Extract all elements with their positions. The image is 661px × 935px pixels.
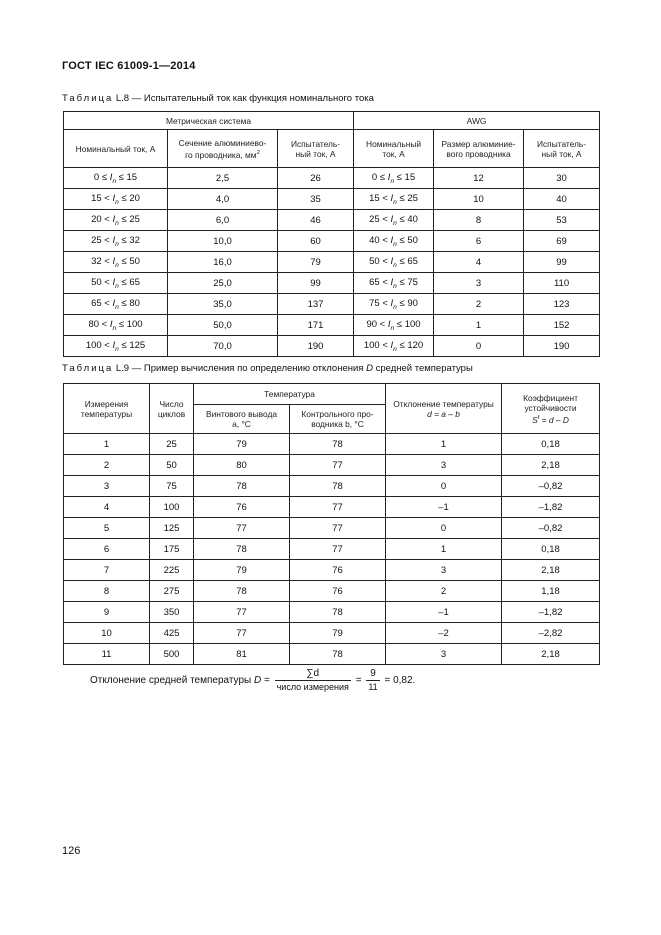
table-row (64, 434, 600, 455)
table-l9-caption-prefix: Таблица (62, 363, 114, 374)
cell-m_sec: 25,0 (168, 273, 278, 294)
cell-m_sec: 50,0 (168, 315, 278, 336)
header-awg: AWG (354, 112, 600, 130)
cell-d: –2 (386, 623, 502, 644)
cell-awg-current: $15 < I_n \le 25$ (354, 189, 434, 210)
cell-a_test: 152 (524, 315, 600, 336)
cell-b: 77 (290, 455, 386, 476)
cell-a_size: 3 (434, 273, 524, 294)
header-awg-size: Размер алюминие- вого проводника (434, 130, 524, 168)
cell-n: 10 (64, 623, 150, 644)
cell-d: 2 (386, 581, 502, 602)
table-row (64, 168, 600, 189)
header-metric-section: Сечение алюминиево- го проводника, $мм^2$ (168, 130, 278, 168)
table-l8-caption-prefix: Таблица (62, 93, 114, 104)
header-metric-nominal: Номинальный ток, А (64, 130, 168, 168)
table-row (64, 539, 600, 560)
table-l8-caption-text: L.8 — Испытательный ток как функция номинального тока (113, 93, 374, 104)
cell-cycles: 125 (150, 518, 194, 539)
cell-d: 3 (386, 455, 502, 476)
cell-a: 78 (194, 539, 290, 560)
cell-a_test: 190 (524, 336, 600, 357)
cell-s: –0,82 (502, 476, 600, 497)
cell-a: 78 (194, 476, 290, 497)
cell-a_test: 40 (524, 189, 600, 210)
cell-b: 78 (290, 602, 386, 623)
header-deviation: Отклонение температуры d = a – b (386, 384, 502, 434)
header-screw-terminal: Винтового вывода a, °C (194, 405, 290, 434)
cell-d: 3 (386, 644, 502, 665)
cell-a: 79 (194, 560, 290, 581)
cell-d: 0 (386, 476, 502, 497)
table-row (64, 252, 600, 273)
header-measurement: Измерения температуры (64, 384, 150, 434)
cell-a_test: 99 (524, 252, 600, 273)
cell-metric-current: $80 < I_n \le 100$ (64, 315, 168, 336)
table-row (64, 336, 600, 357)
cell-metric-current: $25 < I_n \le 32$ (64, 231, 168, 252)
cell-awg-current: $25 < I_n \le 40$ (354, 210, 434, 231)
cell-metric-current: $20 < I_n \le 25$ (64, 210, 168, 231)
cell-m_sec: 70,0 (168, 336, 278, 357)
page-number: 126 (62, 845, 81, 857)
header-metric-test: Испытатель- ный ток, А (278, 130, 354, 168)
header-cycles: Число циклов (150, 384, 194, 434)
cell-s: –1,82 (502, 602, 600, 623)
cell-a_size: 1 (434, 315, 524, 336)
cell-cycles: 275 (150, 581, 194, 602)
cell-n: 7 (64, 560, 150, 581)
cell-m_sec: 2,5 (168, 168, 278, 189)
cell-metric-current: $100 < I_n \le 125$ (64, 336, 168, 357)
cell-n: 8 (64, 581, 150, 602)
cell-a: 80 (194, 455, 290, 476)
cell-a: 77 (194, 623, 290, 644)
table-row (64, 560, 600, 581)
cell-metric-current: $65 < I_n \le 80$ (64, 294, 168, 315)
cell-d: 1 (386, 434, 502, 455)
cell-s: 0,18 (502, 434, 600, 455)
cell-m_test: 79 (278, 252, 354, 273)
cell-m_test: 26 (278, 168, 354, 189)
cell-a: 78 (194, 581, 290, 602)
cell-s: 1,18 (502, 581, 600, 602)
cell-m_test: 171 (278, 315, 354, 336)
cell-a: 81 (194, 644, 290, 665)
cell-a_size: 4 (434, 252, 524, 273)
cell-b: 77 (290, 518, 386, 539)
cell-a_size: 12 (434, 168, 524, 189)
cell-a_size: 10 (434, 189, 524, 210)
cell-m_sec: 4,0 (168, 189, 278, 210)
cell-n: 2 (64, 455, 150, 476)
cell-m_test: 46 (278, 210, 354, 231)
cell-n: 11 (64, 644, 150, 665)
cell-a_test: 30 (524, 168, 600, 189)
header-temperature: Температура (194, 384, 386, 405)
cell-d: 3 (386, 560, 502, 581)
cell-awg-current: $50 < I_n \le 65$ (354, 252, 434, 273)
cell-cycles: 100 (150, 497, 194, 518)
cell-s: –0,82 (502, 518, 600, 539)
cell-s: 2,18 (502, 455, 600, 476)
cell-awg-current: $100 < I_n \le 120$ (354, 336, 434, 357)
table-row (64, 231, 600, 252)
cell-cycles: 500 (150, 644, 194, 665)
header-awg-nominal: Номинальный ток, А (354, 130, 434, 168)
cell-m_sec: 16,0 (168, 252, 278, 273)
cell-n: 3 (64, 476, 150, 497)
table-l9-caption: Таблица L.9 — Пример вычисления по определению отклонения D средней температуры (62, 363, 473, 374)
table-l8 (63, 111, 600, 357)
cell-m_test: 99 (278, 273, 354, 294)
table-row (64, 602, 600, 623)
table-row (64, 518, 600, 539)
cell-b: 78 (290, 644, 386, 665)
cell-m_sec: 35,0 (168, 294, 278, 315)
cell-n: 1 (64, 434, 150, 455)
formula-fraction: $\frac{\sum d}{\text{число измерения}}$ (276, 668, 349, 692)
cell-d: 0 (386, 518, 502, 539)
header-metric-system: Метрическая система (64, 112, 354, 130)
cell-cycles: 175 (150, 539, 194, 560)
cell-b: 76 (290, 581, 386, 602)
cell-b: 76 (290, 560, 386, 581)
table-l8-caption (62, 93, 374, 104)
cell-cycles: 25 (150, 434, 194, 455)
cell-n: 4 (64, 497, 150, 518)
cell-awg-current: $75 < I_n \le 90$ (354, 294, 434, 315)
cell-cycles: 425 (150, 623, 194, 644)
document-header: ГОСТ IEC 61009-1—2014 (62, 60, 196, 72)
cell-b: 77 (290, 539, 386, 560)
cell-a_size: 8 (434, 210, 524, 231)
table-row (64, 581, 600, 602)
table-row (64, 455, 600, 476)
cell-metric-current: $15 < I_n \le 20$ (64, 189, 168, 210)
cell-a_test: 69 (524, 231, 600, 252)
cell-awg-current: $65 < I_n \le 75$ (354, 273, 434, 294)
cell-a: 77 (194, 602, 290, 623)
cell-a_size: 6 (434, 231, 524, 252)
cell-s: 0,18 (502, 539, 600, 560)
cell-metric-current: $0 \le I_n \le 15$ (64, 168, 168, 189)
cell-b: 78 (290, 476, 386, 497)
cell-a_test: 123 (524, 294, 600, 315)
table-row (64, 315, 600, 336)
header-coefficient: Коэффициент устойчивости $S^f = d - D$ (502, 384, 600, 434)
cell-m_test: 190 (278, 336, 354, 357)
cell-metric-current: $50 < I_n \le 65$ (64, 273, 168, 294)
cell-a_test: 53 (524, 210, 600, 231)
table-row (64, 497, 600, 518)
cell-a: 76 (194, 497, 290, 518)
cell-a_size: 2 (434, 294, 524, 315)
table-row (64, 210, 600, 231)
mean-deviation-formula: Отклонение средней температуры D = $\frac{\sum d}{\text{число измерения}}$ = $\frac{9}{11}$ = 0,82. (90, 668, 416, 692)
table-row (64, 476, 600, 497)
cell-b: 79 (290, 623, 386, 644)
cell-cycles: 350 (150, 602, 194, 623)
cell-n: 5 (64, 518, 150, 539)
cell-m_test: 137 (278, 294, 354, 315)
cell-metric-current: $32 < I_n \le 50$ (64, 252, 168, 273)
header-control-conductor: Контрольного про- водника b, °C (290, 405, 386, 434)
cell-n: 6 (64, 539, 150, 560)
cell-b: 77 (290, 497, 386, 518)
cell-a_test: 110 (524, 273, 600, 294)
table-row (64, 294, 600, 315)
cell-awg-current: $0 \le I_n \le 15$ (354, 168, 434, 189)
cell-awg-current: $90 < I_n \le 100$ (354, 315, 434, 336)
cell-s: 2,18 (502, 644, 600, 665)
cell-n: 9 (64, 602, 150, 623)
cell-d: –1 (386, 497, 502, 518)
cell-m_test: 35 (278, 189, 354, 210)
table-row (64, 189, 600, 210)
table-l9 (63, 383, 600, 665)
cell-a: 79 (194, 434, 290, 455)
cell-a_size: 0 (434, 336, 524, 357)
cell-cycles: 50 (150, 455, 194, 476)
cell-a: 77 (194, 518, 290, 539)
table-row (64, 644, 600, 665)
cell-awg-current: $40 < I_n \le 50$ (354, 231, 434, 252)
cell-s: –1,82 (502, 497, 600, 518)
cell-cycles: 225 (150, 560, 194, 581)
cell-b: 78 (290, 434, 386, 455)
formula-fraction-values: $\frac{9}{11}$ (368, 668, 378, 692)
cell-m_test: 60 (278, 231, 354, 252)
cell-s: 2,18 (502, 560, 600, 581)
cell-s: –2,82 (502, 623, 600, 644)
cell-m_sec: 10,0 (168, 231, 278, 252)
cell-d: –1 (386, 602, 502, 623)
header-awg-test: Испытатель- ный ток, А (524, 130, 600, 168)
cell-cycles: 75 (150, 476, 194, 497)
table-row (64, 623, 600, 644)
cell-m_sec: 6,0 (168, 210, 278, 231)
table-row (64, 273, 600, 294)
cell-d: 1 (386, 539, 502, 560)
